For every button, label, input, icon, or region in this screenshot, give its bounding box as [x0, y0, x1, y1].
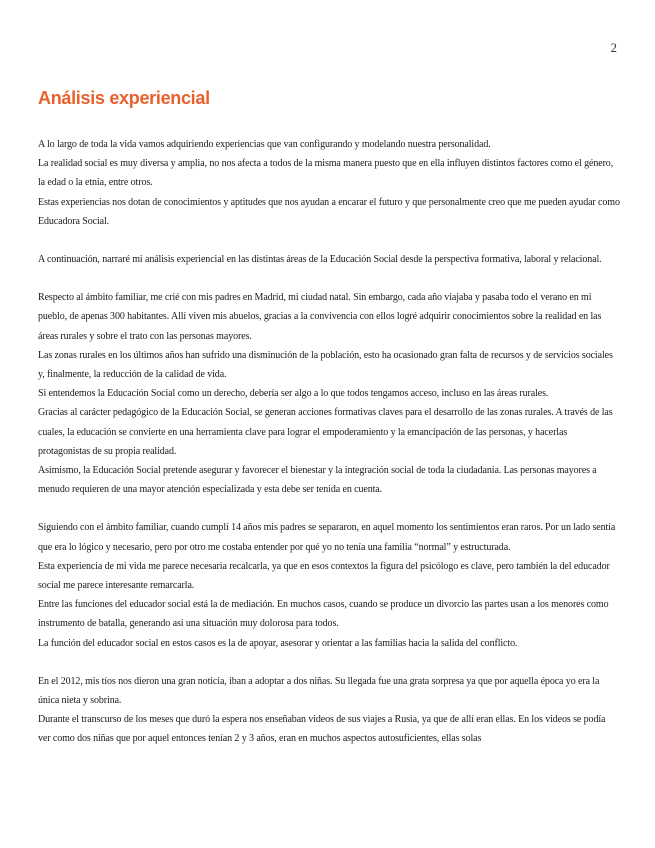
paragraph: Siguiendo con el ámbito familiar, cuando cumplí 14 años mis padres se separaron, en aquel momento los sentimientos eran raros. Por un lado sentía que era lo lógico y necesario, pero por otro me costaba entender por qué yo no tenía una familia “normal” y estructurada.: [38, 522, 616, 553]
paragraph-gap: [38, 269, 620, 288]
paragraph: Estas experiencias nos dotan de conocimientos y aptitudes que nos ayudan a encarar el futuro y que personalmente creo que me pueden ayudar como Educadora Social.: [38, 196, 620, 227]
paragraph: Entre las funciones del educador social está la de mediación. En muchos casos, cuando se produce un divorcio las partes usan a los menores como instrumento de batalla, generando así una situación muy dolorosa para todos.: [38, 599, 609, 630]
paragraph: Durante el transcurso de los meses que duró la espera nos enseñaban videos de sus viajes a Rusia, ya que de allí eran ellas. En los videos se podía ver como dos niñas que por aquel entonces tenían 2 y 3 años, eran en muchos aspectos autosuficientes, ellas solas: [38, 714, 606, 745]
section-title: Análisis experiencial: [38, 88, 210, 108]
paragraph: Asimismo, la Educación Social pretende asegurar y favorecer el bienestar y la integración social de toda la ciudadanía. Las personas mayores a menudo requieren de una mayor atención especializada y esta debe ser tenida en cuenta.: [38, 465, 597, 496]
paragraph: Gracias al carácter pedagógico de la Educación Social, se generan acciones formativas claves para el desarrollo de las zonas rurales. A través de las cuales, la educación se convierte en una herramienta clave para lograr el empoderamiento y la emancipación de las personas, y hacerlas protagonistas de su propia realidad.: [38, 407, 613, 457]
paragraph-gap: [38, 231, 620, 250]
paragraph: La función del educador social en estos casos es la de apoyar, asesorar y orientar a las familias hacia la salida del conflicto.: [38, 637, 518, 649]
paragraph: Esta experiencia de mi vida me parece necesaria recalcarla, ya que en esos contextos la figura del psicólogo es clave, pero también la del educador social me parece interesante remarcarla.: [38, 560, 610, 592]
paragraph: A lo largo de toda la vida vamos adquiriendo experiencias que van configurando y modelando nuestra personalidad.: [38, 139, 491, 150]
paragraph: En el 2012, mis tíos nos dieron una gran noticia, iban a adoptar a dos niñas. Su llegada fue una grata sorpresa ya que por aquella época yo era la única nieta y sobrina.: [38, 675, 600, 707]
paragraph-gap: [38, 499, 620, 518]
paragraph-gap: [38, 653, 620, 672]
page-number: 2: [610, 40, 617, 55]
paragraph: La realidad social es muy diversa y amplia, no nos afecta a todos de la misma manera puesto que en ella influyen distintos factores como el género, la edad o la etnia, entre otros.: [38, 158, 614, 189]
paragraph: Las zonas rurales en los últimos años han sufrido una disminución de la población, esto ha ocasionado gran falta de recursos y de servicios sociales y, finalmente, la reducción de la calidad de vida.: [38, 349, 613, 381]
document-body: [38, 135, 620, 749]
paragraph: Respecto al ámbito familiar, me crié con mis padres en Madrid, mi ciudad natal. Sin embargo, cada año viajaba y pasaba todo el verano en mi pueblo, de apenas 300 habitantes. Allí viven mis abuelos, gracias a la convivencia con ellos logré adquirir conocimientos sobre la realidad en las áreas rurales y sobre el trato con las personas mayores.: [38, 292, 602, 342]
paragraph: Si entendemos la Educación Social como un derecho, debería ser algo a lo que todos tengamos acceso, incluso en las áreas rurales.: [38, 388, 549, 400]
paragraph: A continuación, narraré mi análisis experiencial en las distintas áreas de la Educación Social desde la perspectiva formativa, laboral y relacional.: [38, 254, 602, 266]
